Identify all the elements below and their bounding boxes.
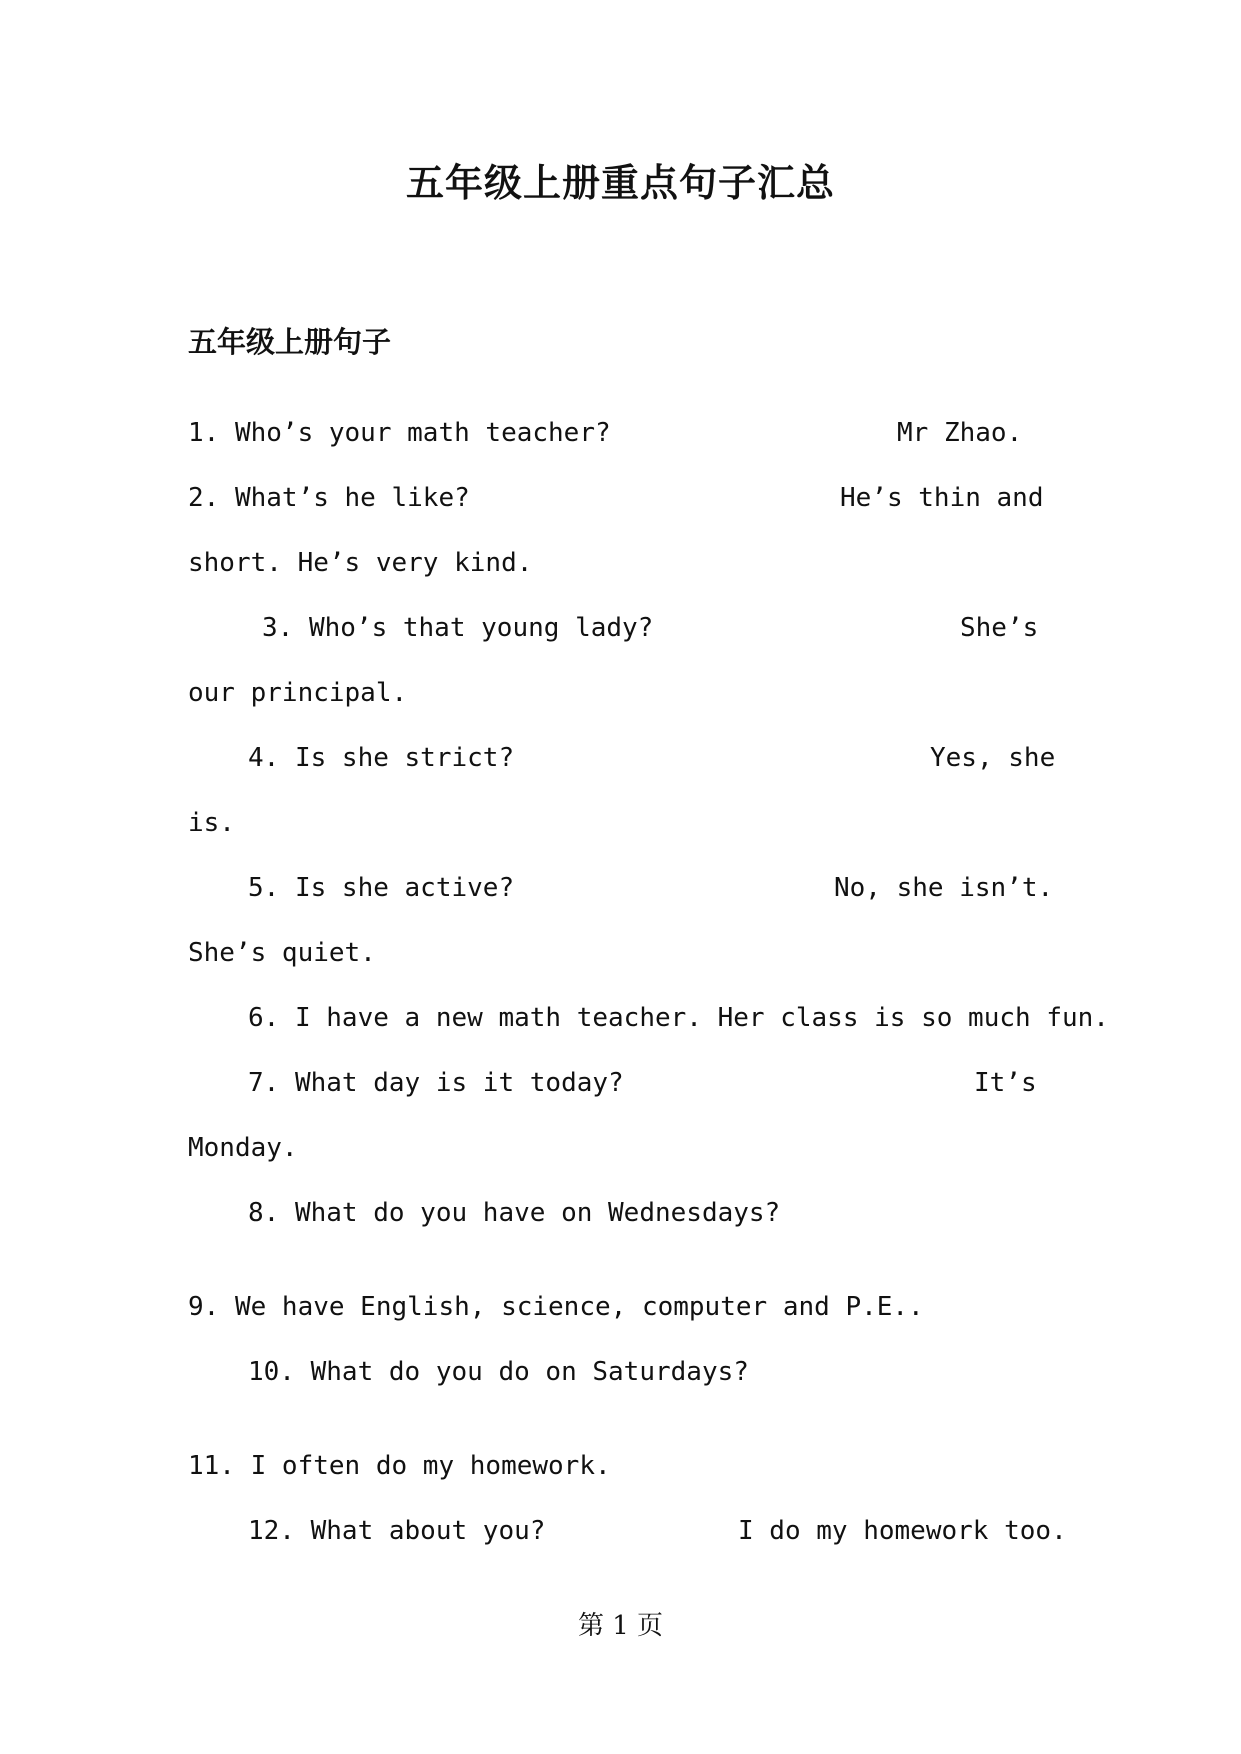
sentence-5-question: 5. Is she active?: [248, 873, 515, 903]
section-heading: 五年级上册句子: [188, 325, 392, 359]
sentence-2-question: 2. What’s he like?: [188, 483, 470, 513]
page-title: 五年级上册重点句子汇总: [405, 160, 835, 205]
sentence-9: 9. We have English, science, computer and P.E..: [188, 1292, 924, 1322]
sentence-12-answer: I do my homework too.: [738, 1516, 1067, 1546]
sentence-3-answer-continued: our principal.: [188, 678, 408, 708]
sentence-10: 10. What do you do on Saturdays?: [248, 1357, 749, 1387]
sentence-7-answer-continued: Monday.: [188, 1133, 298, 1163]
sentence-7-question: 7. What day is it today?: [248, 1068, 624, 1098]
sentence-5-answer: No, she isn’t.: [834, 873, 1054, 903]
sentence-4-answer-continued: is.: [188, 808, 235, 838]
sentence-1-question: 1. Who’s your math teacher?: [188, 418, 611, 448]
sentence-4-question: 4. Is she strict?: [248, 743, 515, 773]
sentence-6: 6. I have a new math teacher. Her class is so much fun.: [248, 1003, 1109, 1033]
sentence-2-answer: He’s thin and: [840, 483, 1044, 513]
page-number-footer: 第 1 页: [577, 1611, 664, 1641]
sentence-2-answer-continued: short. He’s very kind.: [188, 548, 533, 578]
sentence-7-answer: It’s: [974, 1068, 1037, 1098]
sentence-5-answer-continued: She’s quiet.: [188, 938, 376, 968]
sentence-1-answer: Mr Zhao.: [897, 418, 1023, 448]
sentence-3-question: 3. Who’s that young lady?: [262, 613, 654, 643]
sentence-11: 11. I often do my homework.: [188, 1451, 611, 1481]
sentence-8: 8. What do you have on Wednesdays?: [248, 1198, 781, 1228]
sentence-12-question: 12. What about you?: [248, 1516, 546, 1546]
sentence-3-answer: She’s: [960, 613, 1039, 643]
sentence-4-answer: Yes, she: [930, 743, 1056, 773]
